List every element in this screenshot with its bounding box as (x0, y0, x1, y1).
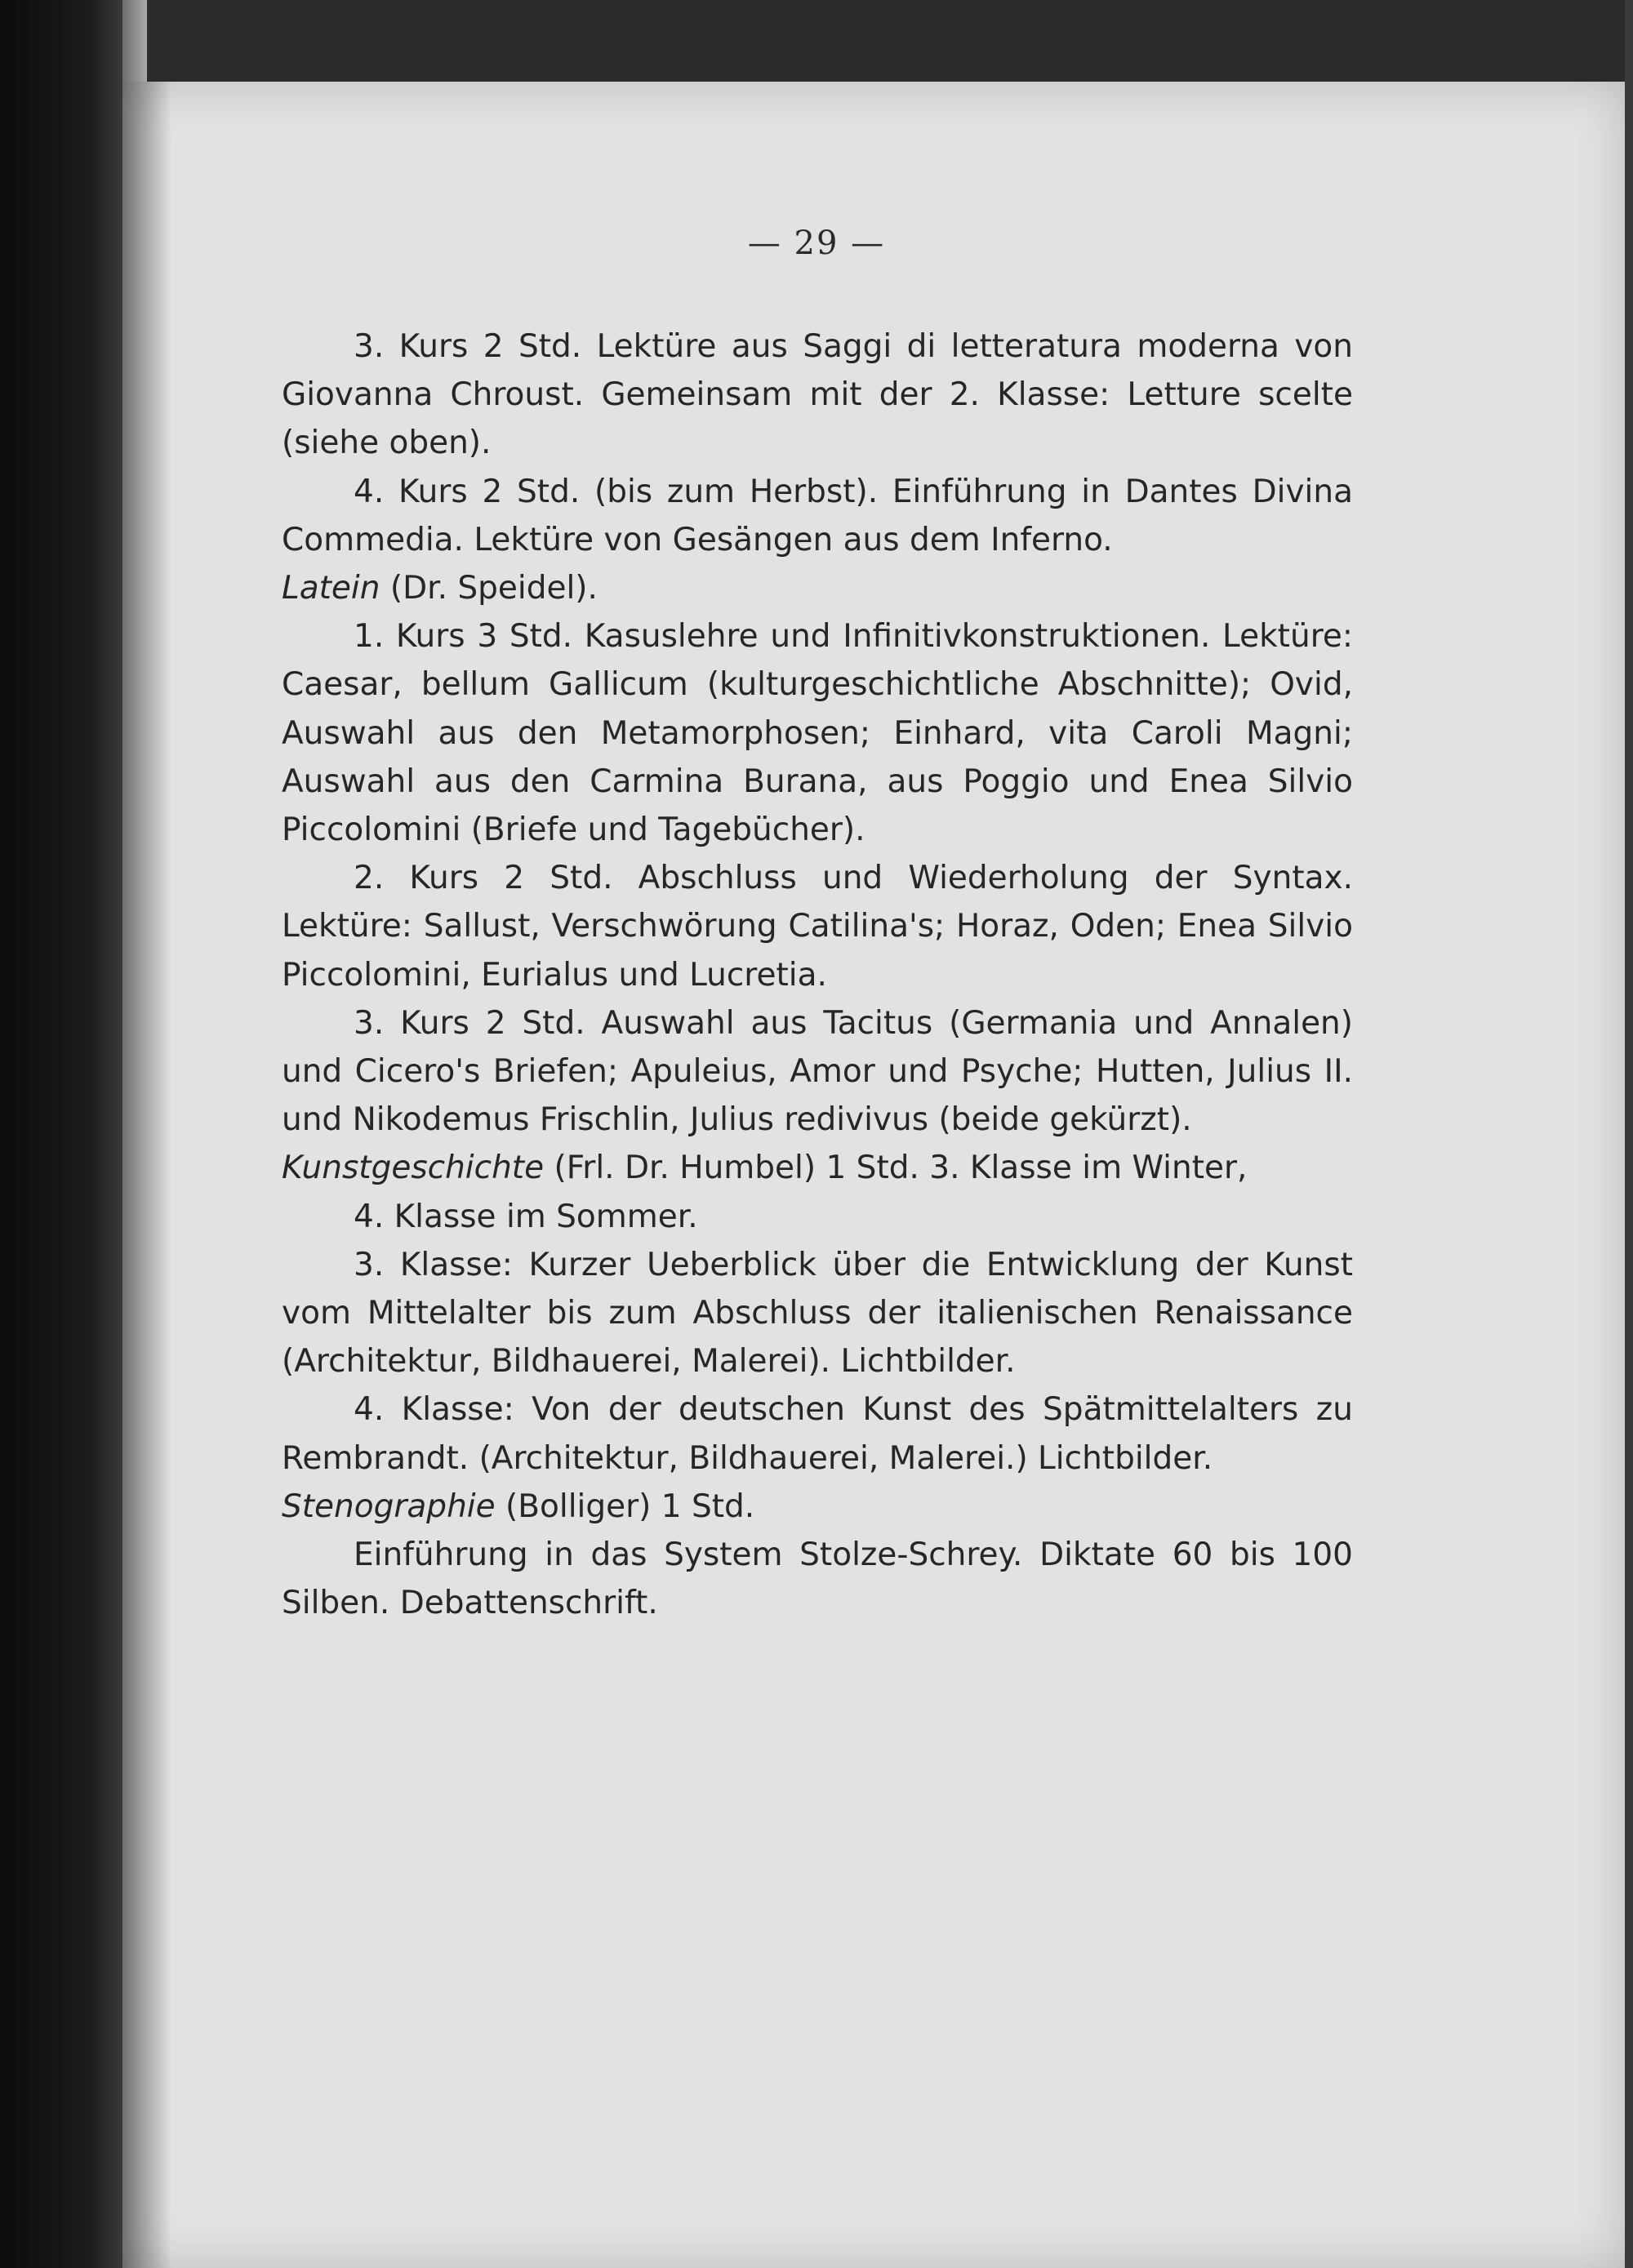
heading-stenographie (282, 1483, 1353, 1531)
paragraph-art-class-3 (282, 1241, 1353, 1386)
subject-name: Latein (282, 570, 380, 607)
scanner-background (1625, 0, 1633, 2268)
subject-teacher: (Dr. Speidel). (380, 570, 598, 607)
page-number: — 29 — (747, 225, 886, 262)
paragraph-text: 1. Kurs 3 Std. Kasuslehre und Infinitivkonstruktionen. Lektüre: Caesar, bellum Gallicum (kulturgeschichtliche Abschnitte); Ovid, Auswahl aus den Metamorphosen; Einhard, vita Caroli Magni; Auswahl aus den Carmina Burana, aus Poggio und Enea Silvio Piccolomini (Briefe und Tagebücher). (282, 618, 1353, 849)
subject-name: Stenographie (282, 1488, 496, 1525)
heading-latein (282, 564, 1353, 612)
body-text (282, 322, 1353, 1627)
paragraph-text: 3. Kurs 2 Std. Lektüre aus Saggi di letteratura moderna von Giovanna Chroust. Gemeinsam mit der 2. Klasse: Letture scelte (siehe oben). (282, 328, 1353, 462)
paragraph-text: Einführung in das System Stolze-Schrey. Diktate 60 bis 100 Silben. Debattenschrift. (282, 1536, 1353, 1622)
paragraph-text: 4. Klasse: Von der deutschen Kunst des Spätmittelalters zu Rembrandt. (Architektur, Bildhauerei, Malerei.) Lichtbilder. (282, 1391, 1353, 1477)
paragraph-italian-course-3 (282, 322, 1353, 468)
paragraph-text: 2. Kurs 2 Std. Abschluss und Wiederholung der Syntax. Lektüre: Sallust, Verschwörung Catilina's; Horaz, Oden; Enea Silvio Piccolomini, Eurialus und Lucretia. (282, 860, 1353, 994)
paragraph-art-class-4 (282, 1385, 1353, 1482)
paragraph-stenography (282, 1531, 1353, 1627)
heading-kunstgeschichte (282, 1144, 1353, 1192)
paragraph-text: 3. Klasse: Kurzer Ueberblick über die Entwicklung der Kunst vom Mittelalter bis zum Abschluss der italienischen Renaissance (Architektur, Bildhauerei, Malerei). Lichtbilder. (282, 1246, 1353, 1381)
paragraph-text: 3. Kurs 2 Std. Auswahl aus Tacitus (Germania und Annalen) und Cicero's Briefen; Apuleius, Amor und Psyche; Hutten, Julius II. und Nikodemus Frischlin, Julius redivivus (beide gekürzt). (282, 1004, 1353, 1139)
paragraph-latin-course-2 (282, 854, 1353, 999)
gutter-shadow (122, 82, 171, 2268)
subject-teacher: (Frl. Dr. Humbel) 1 Std. 3. Klasse im Winter, (544, 1150, 1248, 1187)
paragraph-italian-course-4 (282, 468, 1353, 564)
paragraph-latin-course-3 (282, 999, 1353, 1145)
paragraph-art-summer (282, 1193, 1353, 1241)
subject-teacher: (Bolliger) 1 Std. (495, 1488, 755, 1525)
paragraph-text: 4. Kurs 2 Std. (bis zum Herbst). Einführung in Dantes Divina Commedia. Lektüre von Gesängen aus dem Inferno. (282, 473, 1353, 558)
book-binding-edge (0, 0, 122, 2268)
paragraph-text: 4. Klasse im Sommer. (354, 1198, 698, 1235)
subject-name: Kunstgeschichte (282, 1150, 545, 1187)
paragraph-latin-course-1 (282, 612, 1353, 854)
